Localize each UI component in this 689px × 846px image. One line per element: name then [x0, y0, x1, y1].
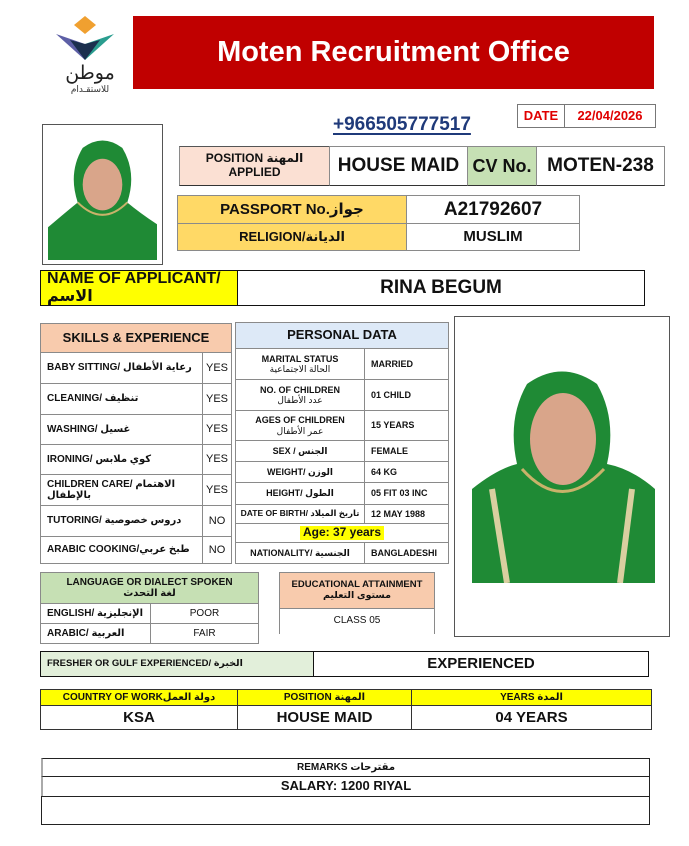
experience-value: EXPERIENCED — [313, 651, 649, 677]
work-cell-position: HOUSE MAID — [237, 705, 412, 730]
skill-value: YES — [202, 383, 232, 415]
position-label: POSITION المهنة APPLIED — [179, 146, 330, 186]
work-col-years: YEARS المدة — [411, 689, 652, 706]
skill-value: NO — [202, 536, 232, 564]
logo-arabic-text: موطن — [65, 63, 115, 84]
skill-label: WASHING/ غسيل — [40, 414, 203, 445]
skill-value: YES — [202, 444, 232, 475]
religion-label: RELIGION/الديانة — [177, 223, 407, 251]
applicant-photo-large-frame — [454, 316, 670, 637]
position-value: HOUSE MAID — [329, 146, 468, 186]
date-value: 22/04/2026 — [564, 104, 656, 128]
personal-value-weight: 64 KG — [364, 461, 449, 483]
education-value: CLASS 05 — [279, 608, 435, 634]
personal-label-children: NO. OF CHILDREN عدد الأطفال — [235, 379, 365, 411]
cv-number-label: CV No. — [467, 146, 537, 186]
skill-value: YES — [202, 352, 232, 384]
personal-label-children-ages: AGES OF CHILDREN عمر الأطفال — [235, 410, 365, 441]
work-cell-years: 04 YEARS — [411, 705, 652, 730]
applicant-photo-small-frame — [42, 124, 163, 265]
skill-label: IRONING/ كوي ملابس — [40, 444, 203, 475]
remarks-salary: SALARY: 1200 RIYAL — [41, 776, 650, 797]
personal-label-marital: MARITAL STATUS الحالة الاجتماعية — [235, 348, 365, 380]
age-row — [235, 523, 449, 543]
applicant-photo-small — [48, 133, 157, 260]
skills-title: SKILLS & EXPERIENCE — [40, 323, 232, 353]
applicant-photo-large — [472, 339, 655, 583]
religion-value: MUSLIM — [406, 223, 580, 251]
skill-label: BABY SITTING/ رعاية الأطفال — [40, 352, 203, 384]
cv-number-value: MOTEN-238 — [536, 146, 665, 186]
skill-value: YES — [202, 414, 232, 445]
personal-value-sex: FEMALE — [364, 440, 449, 462]
work-col-position: POSITION المهنة — [237, 689, 412, 706]
language-label-english: ENGLISH/ الإنجليزية — [40, 603, 151, 624]
personal-value-nationality: BANGLADESHI — [364, 542, 449, 564]
skill-label: ARABIC COOKING/طبخ عربي — [40, 536, 203, 564]
personal-label-height: HEIGHT/ الطول — [235, 482, 365, 505]
personal-value-height: 05 FIT 03 INC — [364, 482, 449, 505]
language-value-english: POOR — [150, 603, 259, 624]
portrait-icon — [472, 339, 655, 583]
skill-value: YES — [202, 474, 232, 506]
applicant-name-value: RINA BEGUM — [237, 270, 645, 306]
personal-label-weight: WEIGHT/ الوزن — [235, 461, 365, 483]
applicant-name-label: NAME OF APPLICANT/ الاسم — [40, 270, 238, 306]
personal-value-marital: MARRIED — [364, 348, 449, 380]
skill-label: CLEANING/ تنظيف — [40, 383, 203, 415]
page-title: Moten Recruitment Office — [133, 16, 654, 89]
personal-value-children: 01 CHILD — [364, 379, 449, 411]
portrait-icon — [48, 133, 157, 260]
skill-value: NO — [202, 505, 232, 537]
phone-link[interactable]: +966505777517 — [333, 114, 471, 135]
language-label-arabic: ARABIC/ العربية — [40, 623, 151, 644]
date-label: DATE — [517, 104, 565, 128]
personal-value-dob: 12 MAY 1988 — [364, 504, 449, 524]
passport-value: A21792607 — [406, 195, 580, 224]
language-title: LANGUAGE OR DIALECT SPOKEN لغة التحدث — [40, 572, 259, 604]
logo-subtitle: للاستقـدام — [70, 84, 110, 94]
personal-label-sex: SEX / الجنس — [235, 440, 365, 462]
personal-value-children-ages: 15 YEARS — [364, 410, 449, 441]
experience-label: FRESHER OR GULF EXPERIENCED/ الخبرة — [40, 651, 314, 677]
remarks-extra — [41, 796, 650, 825]
personal-label-dob: DATE OF BIRTH/ تاريخ الميلاد — [235, 504, 365, 524]
work-cell-country: KSA — [40, 705, 238, 730]
skill-label: TUTORING/ دروس خصوصية — [40, 505, 203, 537]
logo-mark-icon — [50, 14, 120, 64]
work-col-country: COUNTRY OF WORKدولة العمل — [40, 689, 238, 706]
passport-label: PASSPORT No.جواز — [177, 195, 407, 224]
education-title: EDUCATIONAL ATTAINMENT مستوى التعليم — [279, 572, 435, 609]
personal-label-nationality: NATIONALITY/ الجنسية — [235, 542, 365, 564]
personal-data-title: PERSONAL DATA — [235, 322, 449, 349]
skill-label: CHILDREN CARE/ الاهتمام بالإطفال — [40, 474, 203, 506]
language-value-arabic: FAIR — [150, 623, 259, 644]
age-value: Age: 37 years — [300, 526, 384, 540]
remarks-title: REMARKS مقترحات — [41, 758, 650, 777]
